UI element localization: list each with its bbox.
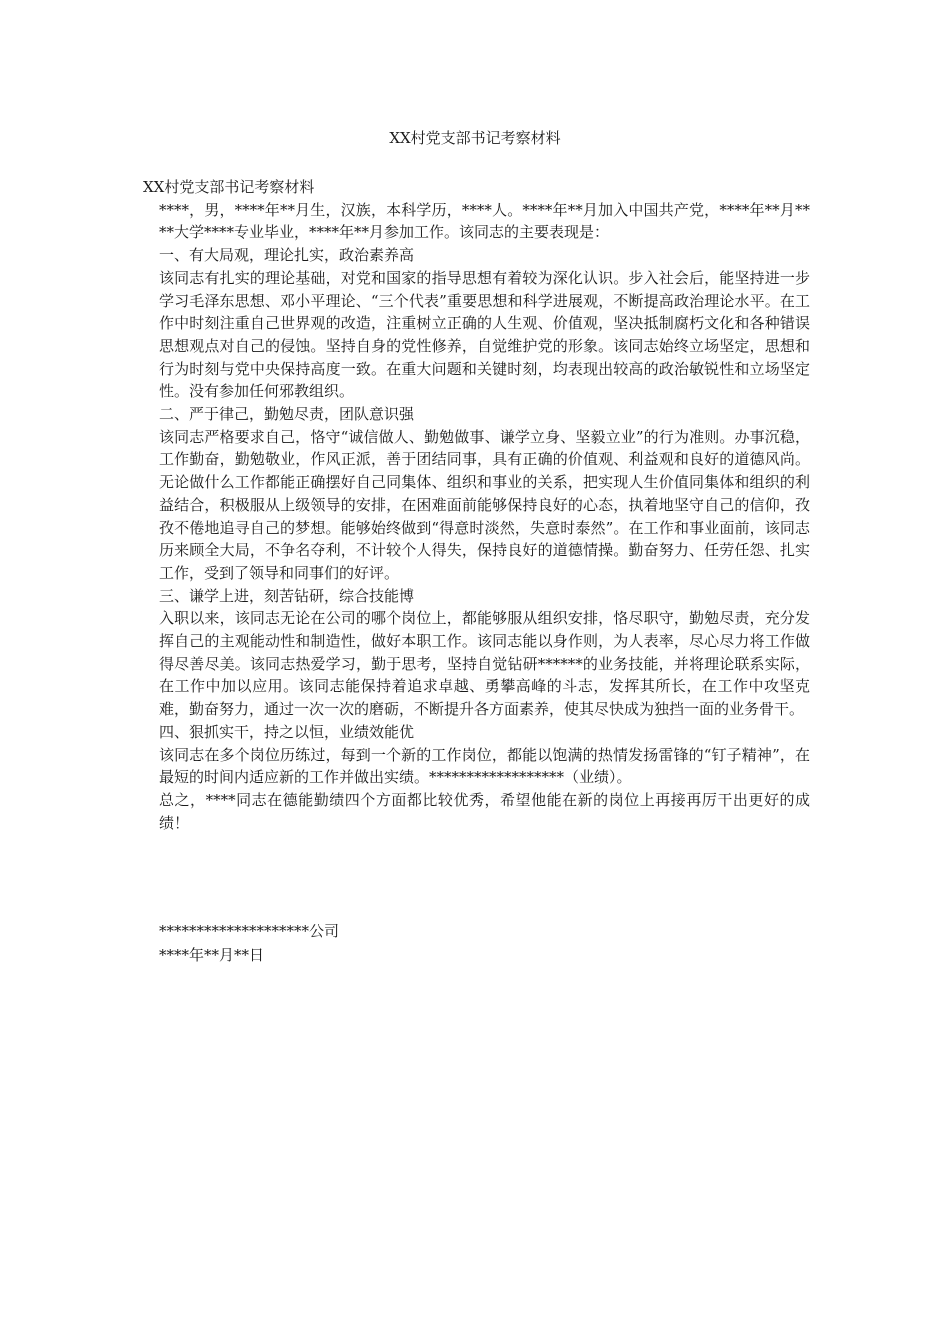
section-paragraph-1: 该同志有扎实的理论基础，对党和国家的指导思想有着较为深化认识。步入社会后，能坚持进一步学习毛泽东思想、邓小平理论、“三个代表”重要思想和科学进展观，不断提高政治理论水平。在工作中时刻注重自己世界观的改造，注重树立正确的人生观、价值观，坚决抵制腐朽文化和各种错误思想观点对自己的侵蚀。坚持自身的党性修养，自觉维护党的形象。该同志始终立场坚定，思想和行为时刻与党中央保持高度一致。在重大问题和关键时刻，均表现出较高的政治敏锐性和立场坚定性。没有参加任何邪教组织。 xyxy=(159,268,810,401)
section-paragraph-2: 该同志严格要求自己，恪守“诚信做人、勤勉做事、谦学立身、坚毅立业”的行为准则。办事沉稳，工作勤奋，勤勉敬业，作风正派，善于团结同事，具有正确的价值观、利益观和良好的道德风尚。无论做什么工作都能正确摆好自己同集体、组织和事业的关系，把实现人生价值同集体和组织的利益结合，积极服从上级领导的安排，在困难面前能够保持良好的心态，执着地坚守自己的信仰，孜孜不倦地追寻自己的梦想。能够始终做到“得意时淡然，失意时泰然”。在工作和事业面前，该同志历来顾全大局，不争名夺利，不计较个人得失，保持良好的道德情操。勤奋努力、任劳任怨、扎实工作，受到了领导和同事们的好评。 xyxy=(159,427,810,582)
intro-paragraph: ****，男，****年**月生，汉族，本科学历，****人。****年**月加入中国共产党，****年**月****大学****专业毕业，****年**月参加工作。该同志的主要表现是： xyxy=(159,200,810,242)
section-heading-4: 四、狠抓实干，持之以恒，业绩效能优 xyxy=(159,722,415,741)
document-body xyxy=(143,176,810,834)
conclusion-paragraph: 总之，****同志在德能勤绩四个方面都比较优秀，希望他能在新的岗位上再接再厉干出更好的成绩！ xyxy=(159,790,810,832)
section-heading-2: 二、严于律己，勤勉尽责，团队意识强 xyxy=(159,405,415,424)
signature-date: ****年**月**日 xyxy=(159,946,265,964)
body-heading: XX村党支部书记考察材料 xyxy=(143,178,315,196)
section-heading-3: 三、谦学上进，刻苦钻研，综合技能博 xyxy=(159,586,415,605)
section-paragraph-3: 入职以来，该同志无论在公司的哪个岗位上，都能够服从组织安排，恪尽职守，勤勉尽责，充分发挥自己的主观能动性和制造性，做好本职工作。该同志能以身作则，为人表率，尽心尽力将工作做得尽善尽美。该同志热爱学习，勤于思考，坚持自觉钻研******的业务技能，并将理论联系实际，在工作中加以应用。该同志能保持着追求卓越、勇攀高峰的斗志，发挥其所长，在工作中攻坚克难，勤奋努力，通过一次一次的磨砺，不断提升各方面素养，使其尽快成为独挡一面的业务骨干。 xyxy=(159,609,810,719)
section-paragraph-4: 该同志在多个岗位历练过，每到一个新的工作岗位，都能以饱满的热情发扬雷锋的“钉子精神”，在最短的时间内适应新的工作并做出实绩。******************（业绩）。 xyxy=(159,745,810,787)
section-heading-1: 一、有大局观，理论扎实，政治素养高 xyxy=(159,246,415,265)
signature-company: ********************公司 xyxy=(159,922,340,940)
document-title: XX村党支部书记考察材料 xyxy=(389,129,561,147)
